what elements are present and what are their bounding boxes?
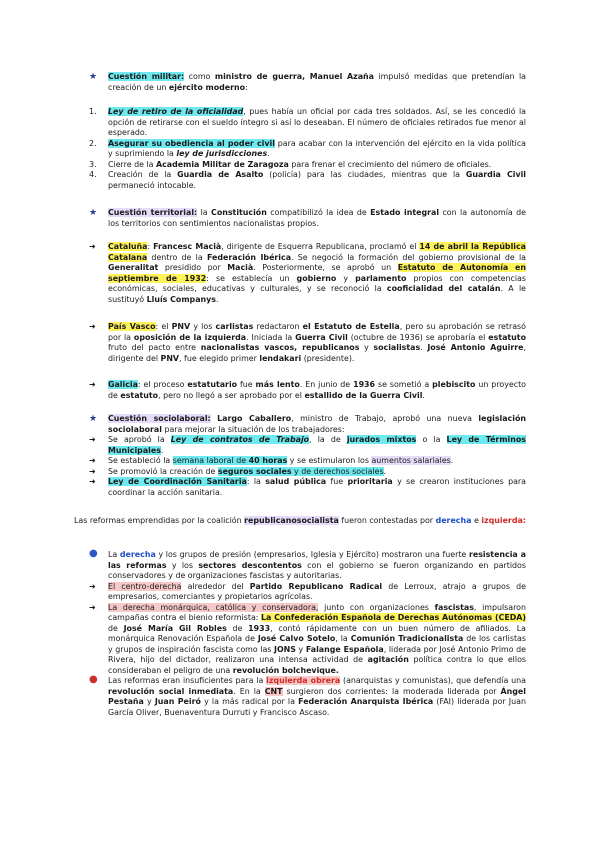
arrow-bullet-icon: ➜	[89, 380, 96, 389]
list-item: ➜ El centro-derecha alrededor del Partido Republicano Radical de Lerroux, atrajo a grupos de empresarios, comerciantes y propietarios agrícolas.	[89, 581, 526, 601]
arrow-bullet-icon: ➜	[89, 322, 96, 331]
star-bullet-icon: ★	[89, 208, 98, 218]
arrow-bullet-icon: ➜	[89, 466, 96, 476]
list-item: ➜ Se aprobó la Ley de contratos de Trabajo, la de jurados mixtos o la Ley de Términos Municipales.	[89, 435, 526, 455]
section-military: ★ Cuestión militar: como ministro de guerra, Manuel Azaña impulsó medidas que pretendían la creación de un ejército moderno:	[89, 72, 526, 92]
list-item: ➜ Se estableció la semana laboral de 40 horas y se estimularon los aumentos salariales.	[89, 456, 454, 465]
list-item: 1. Ley de retiro de la oficialidad, pues había un oficial por cada tres soldados. Así, se les concedió la opción de retirarse con el sueldo íntegro si así lo deseaban. El número de oficiales retirados fue menor al esperado.	[89, 107, 526, 137]
list-item: ➜ Ley de Coordinación Sanitaria: la salud pública fue prioritaria y se crearon instituciones para coordinar la acción sanitaria.	[89, 477, 527, 497]
arrow-bullet-icon: ➜	[89, 435, 96, 444]
list-item: ➜ Se promovió la creación de seguros sociales y de derechos sociales.	[89, 466, 387, 476]
arrow-bullet-icon: ➜	[89, 242, 96, 251]
star-bullet-icon: ★	[89, 414, 98, 424]
military-label: Cuestión militar:	[108, 72, 185, 81]
list-item: 3. Cierre de la Academia Militar de Zaragoza para frenar el crecimiento del número de oficiales.	[89, 159, 492, 169]
arrow-bullet-icon: ➜	[89, 581, 96, 591]
star-bullet-icon: ★	[89, 72, 98, 82]
red-dot-bullet-icon: ●	[89, 674, 98, 685]
blue-dot-bullet-icon: ●	[89, 548, 98, 559]
arrow-bullet-icon: ➜	[89, 602, 96, 612]
section-territorial: ★ Cuestión territorial: la Constitución compatibilizó la idea de Estado integral con la autonomía de los territorios con sentimientos nacionalistas propios.	[89, 208, 526, 228]
arrow-bullet-icon: ➜	[89, 456, 96, 465]
list-item: ● Las reformas eran insuficientes para la izquierda obrera (anarquistas y comunistas), que defendía una revolución social inmediata. En la CNT surgieron dos corrientes: la moderada liderada por Ángel Pestaña y Juan Peiró y la más radical por la Federación Anarquista Ibérica (FAI) liderada por Juan García Oliver, Buenaventura Durruti y Francisco Ascaso.	[89, 674, 526, 717]
catalonia-item: ➜ Cataluña: Francesc Macià, dirigente de Esquerra Republicana, proclamó el 14 de abril la República Catalana dentro de la Federación Ibérica. Se negoció la formación del gobierno provisional de la Generalitat presidido por Macià. Posteriormente, se aprobó un Estatuto de Autonomía en septiembre de 1932: se establecía un gobierno y parlamento propios con competencias económicas, sociales, educativas y culturales, y se reconoció la cooficialidad del catalán. A le sustituyó Lluís Companys.	[89, 242, 527, 304]
section-sociolaboral: ★ Cuestión sociolaboral: Largo Caballero, ministro de Trabajo, aprobó una nueva legislación sociolaboral para mejorar la situación de los trabajadores: ➜ Se aprobó la Ley de contratos de Trabajo, la de jurados mixtos o la Ley de Términos Municipales. ➜ Se estableció la semana laboral de 40 horas y se estimularon los aumentos salariales. ➜ Se promovió la creación de seguros sociales y de derechos sociales. ➜ Ley de Coordinación Sanitaria: la salud pública fue prioritaria y se crearon instituciones para coordinar la acción sanitaria.	[89, 414, 527, 497]
opposition-intro: Las reformas emprendidas por la coalición republicanosocialista fueron contestadas por derecha e izquierda:	[74, 516, 526, 525]
list-item: ➜ La derecha monárquica, católica y conservadora, junto con organizaciones fascistas, impulsaron campañas contra el bienio reformista: La Confederación Española de Derechas Autónomas (CEDA) de José María Gil Robles de 1933, contó rápidamente con un buen número de afiliados. La monárquica Renovación Española de José Calvo Sotelo, la Comunión Tradicionalista de los carlistas y grupos de inspiración fascista como las JONS y Falange Española, liderada por José Antonio Primo de Rivera, hijo del dictador, realizaron una intensa actividad de agitación política contra lo que ellos consideraban el peligro de una revolución bolchevique.	[89, 602, 527, 675]
list-item: 4. Creación de la Guardia de Asalto (policía) para las ciudades, mientras que la Guardia Civil permaneció intocable.	[89, 170, 526, 190]
list-item: ● La derecha y los grupos de presión (empresarios, Iglesia y Ejército) mostraron una fuerte resistencia a las reformas y los sectores descontentos con el gobierno se fueron organizando en partidos conservadores y de organizaciones fascistas y autoritarias.	[89, 548, 526, 580]
list-item: 2. Asegurar su obediencia al poder civil para acabar con la intervención del ejército en la vida política y suprimiendo la ley de jurisdicciones.	[89, 138, 527, 158]
military-list	[89, 107, 527, 191]
sociolaboral-label: Cuestión sociolaboral:	[108, 414, 211, 423]
opposition-list	[89, 548, 527, 718]
territorial-label: Cuestión territorial:	[108, 208, 198, 217]
galicia-item: ➜ Galicia: el proceso estatutario fue más lento. En junio de 1936 se sometió a plebiscito un proyecto de estatuto, pero no llegó a ser aprobado por el estallido de la Guerra Civil.	[89, 380, 526, 400]
arrow-bullet-icon: ➜	[89, 477, 96, 486]
basque-item: ➜ País Vasco: el PNV y los carlistas redactaron el Estatuto de Estella, pero su aprobación se retrasó por la oposición de la izquierda. Iniciada la Guerra Civil (octubre de 1936) se aprobaría el estatuto fruto del pacto entre nacionalistas vascos, republicanos y socialistas. José Antonio Aguirre, dirigente del PNV, fue elegido primer lendakari (presidente).	[89, 322, 526, 363]
